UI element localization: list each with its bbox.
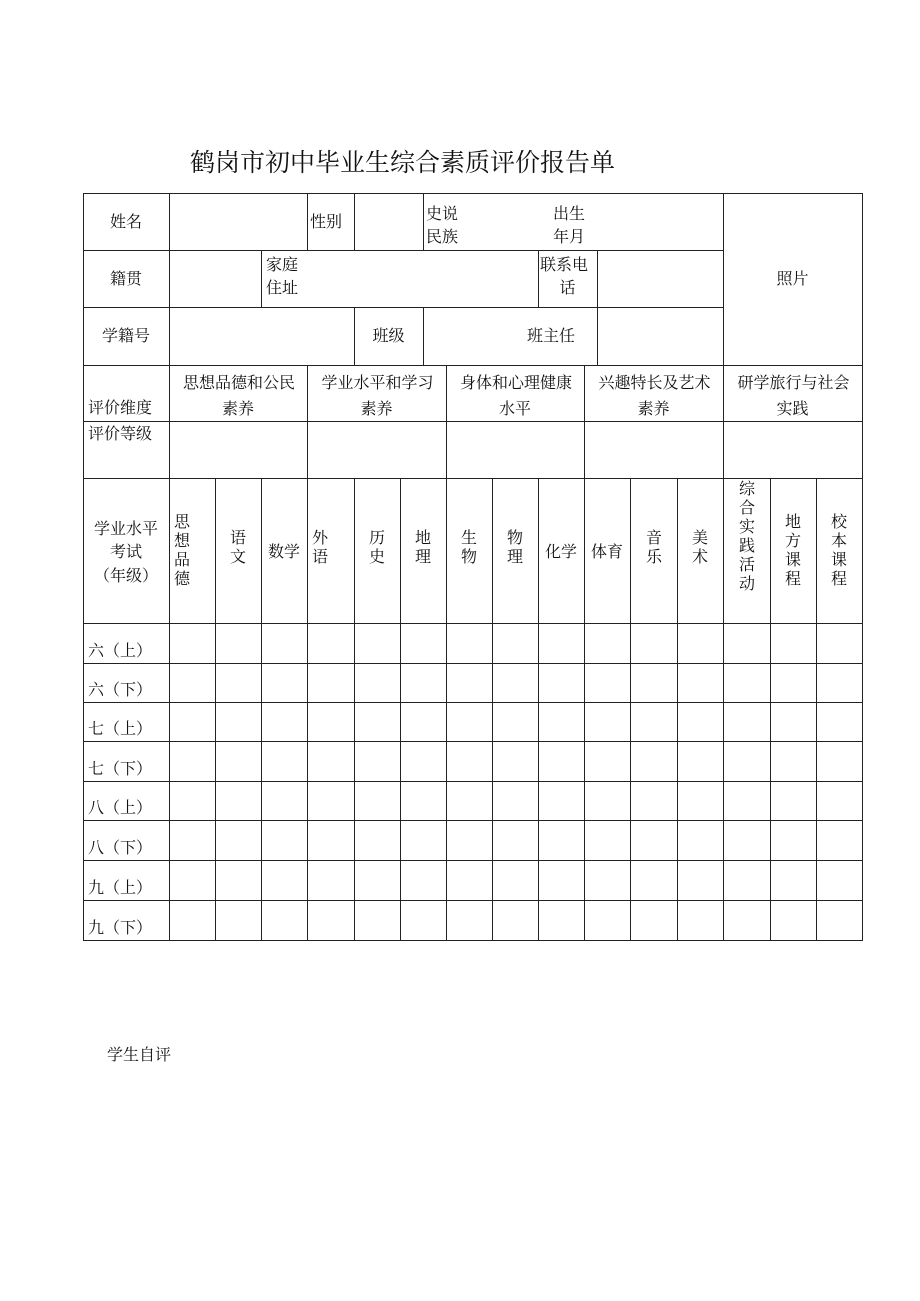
score-cell[interactable] (816, 900, 863, 941)
score-cell[interactable] (584, 860, 631, 901)
head-teacher-label: 班主任 (527, 326, 576, 345)
score-cell[interactable] (630, 623, 678, 664)
score-cell[interactable] (307, 741, 355, 782)
score-cell[interactable] (307, 860, 355, 901)
score-cell[interactable] (169, 820, 216, 861)
score-cell[interactable] (630, 741, 678, 782)
ethnicity-label-top: 史说 (426, 204, 459, 223)
subject-label: 综合实践活动 (738, 479, 755, 593)
score-cell[interactable] (584, 663, 631, 703)
score-cell[interactable] (770, 781, 817, 821)
score-cell[interactable] (307, 900, 355, 941)
subject-label: 美术 (691, 528, 708, 566)
hometown-value-cell[interactable] (169, 250, 262, 308)
score-cell[interactable] (770, 860, 817, 901)
score-cell[interactable] (677, 900, 724, 941)
score-cell[interactable] (354, 860, 401, 901)
subject-label: 地理 (414, 528, 431, 566)
dimension-title-bottom: 实践 (776, 399, 809, 418)
score-cell[interactable] (492, 781, 539, 821)
score-cell[interactable] (446, 781, 493, 821)
score-cell[interactable] (723, 860, 771, 901)
phone-value-cell[interactable] (597, 250, 724, 308)
score-cell[interactable] (723, 741, 771, 782)
score-cell[interactable] (584, 741, 631, 782)
score-cell[interactable] (630, 663, 678, 703)
score-cell[interactable] (261, 781, 308, 821)
score-cell[interactable] (492, 860, 539, 901)
subject-label: 物理 (506, 528, 523, 566)
score-cell[interactable] (354, 900, 401, 941)
score-cell[interactable] (816, 702, 863, 742)
gender-value-cell[interactable] (354, 193, 424, 251)
score-cell[interactable] (169, 702, 216, 742)
subject-label: 语文 (229, 528, 246, 566)
score-cell[interactable] (261, 860, 308, 901)
score-cell[interactable] (723, 702, 771, 742)
dimension-title-top: 身体和心理健康 (459, 373, 572, 392)
score-cell[interactable] (446, 820, 493, 861)
dimension-title-top: 研学旅行与社会 (737, 373, 850, 392)
subject-label: 地方课程 (784, 512, 801, 588)
grade-label: 评价等级 (88, 424, 153, 443)
score-cell[interactable] (446, 702, 493, 742)
score-cell[interactable] (261, 623, 308, 664)
score-cell[interactable] (538, 741, 585, 782)
score-cell[interactable] (169, 900, 216, 941)
score-cell[interactable] (816, 663, 863, 703)
grade-value-cell[interactable] (723, 421, 863, 479)
score-cell[interactable] (677, 623, 724, 664)
score-cell[interactable] (723, 900, 771, 941)
score-cell[interactable] (261, 900, 308, 941)
score-cell[interactable] (723, 663, 771, 703)
student-id-value-cell[interactable] (169, 307, 355, 366)
head-teacher-value-cell[interactable] (597, 307, 724, 366)
subject-label: 外语 (311, 528, 328, 566)
grade-row-label: 七（上） (88, 719, 153, 738)
score-cell[interactable] (492, 741, 539, 782)
score-cell[interactable] (723, 820, 771, 861)
score-cell[interactable] (770, 820, 817, 861)
score-cell[interactable] (677, 663, 724, 703)
birth-label-top: 出生 (553, 204, 586, 223)
score-cell[interactable] (446, 741, 493, 782)
score-cell[interactable] (584, 623, 631, 664)
exam-label-bottom: （年级） (93, 566, 158, 585)
score-cell[interactable] (630, 781, 678, 821)
score-cell[interactable] (492, 663, 539, 703)
subject-label: 思想品德 (173, 512, 190, 588)
dimension-title-bottom: 素养 (360, 399, 393, 418)
score-cell[interactable] (354, 702, 401, 742)
address-cell[interactable] (261, 250, 539, 308)
score-cell[interactable] (816, 623, 863, 664)
score-cell[interactable] (816, 860, 863, 901)
photo-label: 照片 (776, 269, 809, 288)
score-cell[interactable] (770, 623, 817, 664)
score-cell[interactable] (215, 781, 262, 821)
score-cell[interactable] (215, 702, 262, 742)
score-cell[interactable] (215, 900, 262, 941)
name-value-cell[interactable] (169, 193, 308, 251)
self-evaluation-label: 学生自评 (107, 1045, 172, 1064)
score-cell[interactable] (630, 702, 678, 742)
score-cell[interactable] (307, 623, 355, 664)
phone-label-bottom: 话 (559, 278, 576, 297)
dimension-title-bottom: 水平 (498, 399, 531, 418)
subject-label: 数学 (267, 542, 300, 561)
grade-row-label: 九（下） (88, 918, 153, 937)
score-cell[interactable] (584, 781, 631, 821)
score-cell[interactable] (354, 820, 401, 861)
score-cell[interactable] (770, 663, 817, 703)
score-cell[interactable] (538, 663, 585, 703)
score-cell[interactable] (630, 820, 678, 861)
score-cell[interactable] (261, 820, 308, 861)
grade-row-label: 八（上） (88, 798, 153, 817)
ethnicity-label-bottom: 民族 (426, 227, 459, 246)
score-cell[interactable] (169, 781, 216, 821)
score-cell[interactable] (677, 860, 724, 901)
score-cell[interactable] (538, 702, 585, 742)
score-cell[interactable] (816, 741, 863, 782)
score-cell[interactable] (307, 702, 355, 742)
grade-row-label: 七（下） (88, 759, 153, 778)
subject-label: 生物 (460, 528, 477, 566)
score-cell[interactable] (169, 623, 216, 664)
score-cell[interactable] (538, 900, 585, 941)
score-cell[interactable] (677, 741, 724, 782)
score-cell[interactable] (354, 741, 401, 782)
score-cell[interactable] (400, 702, 447, 742)
score-cell[interactable] (584, 900, 631, 941)
score-cell[interactable] (307, 663, 355, 703)
score-cell[interactable] (492, 900, 539, 941)
score-cell[interactable] (492, 702, 539, 742)
score-cell[interactable] (261, 702, 308, 742)
score-cell[interactable] (400, 781, 447, 821)
score-cell[interactable] (354, 781, 401, 821)
score-cell[interactable] (770, 702, 817, 742)
score-cell[interactable] (446, 860, 493, 901)
dimension-title-top: 兴趣特长及艺术 (598, 373, 711, 392)
score-cell[interactable] (215, 820, 262, 861)
score-cell[interactable] (538, 781, 585, 821)
score-cell[interactable] (307, 820, 355, 861)
grade-value-cell[interactable] (584, 421, 724, 479)
grade-row-label: 八（下） (88, 838, 153, 857)
score-cell[interactable] (584, 820, 631, 861)
score-cell[interactable] (816, 781, 863, 821)
address-label-bottom: 住址 (266, 278, 299, 297)
name-label: 姓名 (109, 212, 142, 231)
score-cell[interactable] (169, 860, 216, 901)
score-cell[interactable] (538, 860, 585, 901)
subject-label: 化学 (544, 542, 577, 561)
score-cell[interactable] (215, 623, 262, 664)
score-cell[interactable] (169, 741, 216, 782)
dimension-label: 评价维度 (88, 398, 153, 417)
score-cell[interactable] (446, 663, 493, 703)
grade-row-label: 六（上） (88, 641, 153, 660)
score-cell[interactable] (215, 741, 262, 782)
subject-label: 体育 (590, 542, 623, 561)
score-cell[interactable] (400, 820, 447, 861)
grade-value-cell[interactable] (307, 421, 447, 479)
score-cell[interactable] (492, 820, 539, 861)
student-id-label: 学籍号 (101, 326, 150, 345)
score-cell[interactable] (723, 781, 771, 821)
subject-label: 历史 (368, 528, 385, 566)
address-label-top: 家庭 (266, 255, 299, 274)
score-cell[interactable] (584, 702, 631, 742)
score-cell[interactable] (770, 900, 817, 941)
phone-label-top: 联系电 (540, 255, 589, 274)
grade-value-cell[interactable] (446, 421, 585, 479)
grade-value-cell[interactable] (169, 421, 308, 479)
hometown-label: 籍贯 (109, 269, 142, 288)
grade-row-label: 九（上） (88, 878, 153, 897)
grade-row-label: 六（下） (88, 680, 153, 699)
subject-label: 校本课程 (830, 512, 847, 588)
score-cell[interactable] (215, 860, 262, 901)
dimension-title-top: 思想品德和公民 (182, 373, 295, 392)
dimension-title-bottom: 素养 (637, 399, 670, 418)
gender-label: 性别 (310, 212, 343, 231)
score-cell[interactable] (630, 860, 678, 901)
score-cell[interactable] (492, 623, 539, 664)
score-cell[interactable] (446, 623, 493, 664)
score-cell[interactable] (538, 820, 585, 861)
score-cell[interactable] (400, 663, 447, 703)
score-cell[interactable] (400, 860, 447, 901)
birth-label-bottom: 年月 (553, 227, 586, 246)
score-cell[interactable] (400, 741, 447, 782)
score-cell[interactable] (354, 623, 401, 664)
score-cell[interactable] (723, 623, 771, 664)
score-cell[interactable] (630, 900, 678, 941)
exam-label-top: 学业水平 (93, 519, 158, 538)
exam-label-mid: 考试 (109, 542, 142, 561)
class-label: 班级 (372, 326, 405, 345)
dimension-title-top: 学业水平和学习 (321, 373, 434, 392)
score-cell[interactable] (770, 741, 817, 782)
score-cell[interactable] (261, 741, 308, 782)
score-cell[interactable] (307, 781, 355, 821)
score-cell[interactable] (677, 781, 724, 821)
page-title: 鹤岗市初中毕业生综合素质评价报告单 (190, 148, 616, 177)
score-cell[interactable] (400, 900, 447, 941)
dimension-title-bottom: 素养 (221, 399, 254, 418)
score-cell[interactable] (538, 623, 585, 664)
subject-label: 音乐 (645, 528, 662, 566)
score-cell[interactable] (215, 663, 262, 703)
score-cell[interactable] (354, 663, 401, 703)
score-cell[interactable] (446, 900, 493, 941)
score-cell[interactable] (677, 820, 724, 861)
score-cell[interactable] (677, 702, 724, 742)
score-cell[interactable] (261, 663, 308, 703)
score-cell[interactable] (400, 623, 447, 664)
score-cell[interactable] (816, 820, 863, 861)
score-cell[interactable] (169, 663, 216, 703)
